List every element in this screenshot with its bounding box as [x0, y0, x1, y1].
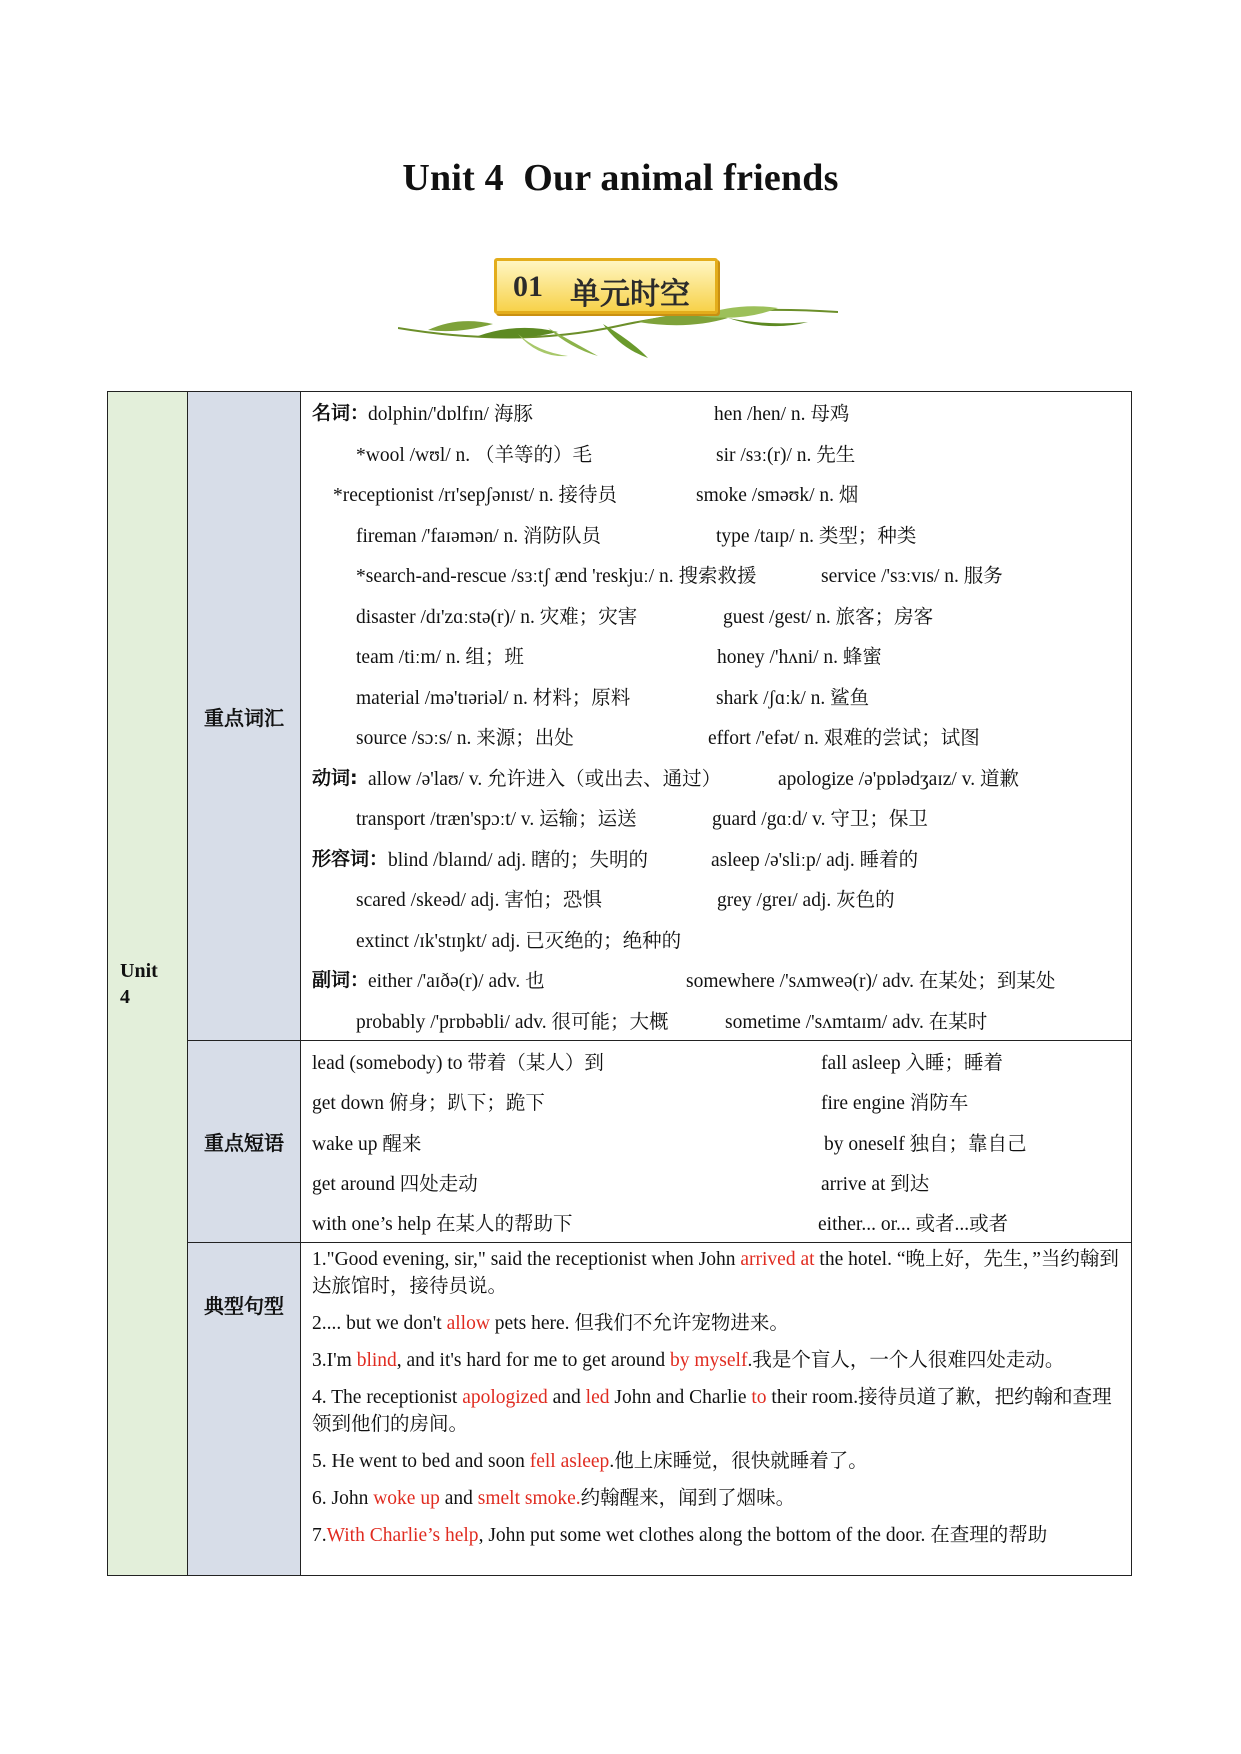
vocab-row [301, 595, 1131, 636]
highlighted-phrase: blind [356, 1350, 397, 1372]
vocab-entry: asleep /ə'sliːp/ adj. 睡着的 [711, 849, 919, 871]
sentence-text: .他上床睡觉，很快就睡着了。 [609, 1451, 868, 1473]
vocab-entry: smoke /sməʊk/ n. 烟 [696, 485, 859, 506]
highlighted-phrase: arrived at [740, 1249, 815, 1271]
vocab-row [301, 838, 1131, 879]
sentence-text: 1."Good evening, sir," said the receptionist when John [312, 1249, 741, 1271]
sentence-text: , and it's hard for me to get around [396, 1350, 670, 1372]
vocab-entry: somewhere /'sʌmweə(r)/ adv. 在某处；到某处 [686, 971, 1056, 992]
phrases-section [108, 1041, 1132, 1243]
example-sentence [312, 1347, 1123, 1374]
vocab-entry: team /tiːm/ n. 组；班 [356, 647, 524, 668]
vocab-section [108, 392, 1132, 1041]
phrase-entry: fire engine 消防车 [821, 1093, 969, 1115]
sentence-text: .我是个盲人，一个人很难四处走动。 [747, 1350, 1065, 1372]
sentence-text: , John put some wet clothes along the bottom of the door. 在查理的帮助 [478, 1525, 1048, 1547]
part-of-speech-label: 副词： [312, 969, 370, 991]
sentences-section [108, 1243, 1132, 1576]
sentence-text: 5. He went to bed and soon [312, 1451, 530, 1473]
vocab-entry: source /sɔːs/ n. 来源；出处 [356, 728, 574, 749]
vocab-entry: effort /'efət/ n. 艰难的尝试；试图 [708, 728, 980, 749]
vocab-entry: guard /gɑːd/ v. 守卫；保卫 [712, 809, 928, 830]
page-title: Unit 4 Our animal friends [402, 157, 839, 199]
phrase-entry: get around 四处走动 [312, 1173, 478, 1195]
vocab-row [301, 919, 1131, 960]
phrases-category-cell [188, 1041, 301, 1243]
vocab-row [301, 1000, 1131, 1041]
sentence-text: 4. The receptionist [312, 1387, 463, 1409]
vocab-row [301, 392, 1131, 433]
badge-number: 01 [513, 270, 543, 303]
phrases-label: 重点短语 [204, 1131, 284, 1156]
vocab-entry: material /mə'tɪəriəl/ n. 材料；原料 [356, 687, 631, 709]
example-sentence [312, 1246, 1123, 1300]
badge-box [494, 258, 718, 314]
phrase-row [301, 1162, 1131, 1202]
vocab-row [301, 757, 1131, 798]
vocab-entry: type /taɪp/ n. 类型；种类 [716, 525, 917, 547]
phrase-entry: wake up 醒来 [312, 1133, 422, 1155]
vocab-entry: scared /skeəd/ adj. 害怕；恐惧 [356, 890, 602, 911]
part-of-speech-label: 形容词： [312, 847, 389, 870]
vocab-entry: allow /ə'laʊ/ v. 允许进入（或出去、通过） [368, 768, 722, 790]
phrase-list [301, 1041, 1131, 1242]
vocab-entry: fireman /'faɪəmən/ n. 消防队员 [356, 525, 602, 547]
vocab-entry: blind /blaɪnd/ adj. 瞎的；失明的 [388, 849, 648, 871]
sentence-text: 6. John [312, 1488, 374, 1510]
phrase-entry: with one’s help 在某人的帮助下 [312, 1214, 573, 1236]
example-sentence [312, 1522, 1123, 1549]
sentence-text: and [439, 1488, 478, 1510]
vocab-category-cell [188, 392, 301, 1041]
phrase-entry: arrive at 到达 [821, 1173, 930, 1195]
sentence-text: the hotel. “晚上好，先生，”当约翰到达旅馆时，接待员说。 [312, 1249, 1119, 1298]
phrase-entry: by oneself 独自；靠自己 [824, 1133, 1027, 1155]
highlighted-phrase: allow [446, 1313, 490, 1335]
vocab-entry: sometime /'sʌmtaɪm/ adv. 在某时 [725, 1011, 988, 1033]
vocab-row [301, 676, 1131, 717]
vocab-row [301, 473, 1131, 514]
highlighted-phrase: woke up [373, 1488, 440, 1510]
sentence-text: 7. [312, 1525, 327, 1547]
vocab-entry: dolphin/'dɒlfɪn/ 海豚 [368, 404, 533, 425]
badge-text: 单元时空 [570, 277, 690, 312]
vocab-row [301, 635, 1131, 676]
vocab-entry: transport /træn'spɔːt/ v. 运输；运送 [356, 809, 637, 830]
unit-label: Unit 4 [120, 959, 158, 1008]
vocab-entry: probably /'prɒbəbli/ adv. 很可能；大概 [356, 1011, 669, 1033]
phrase-row [301, 1081, 1131, 1121]
sentence-text: 约翰醒来，闻到了烟味。 [580, 1488, 796, 1510]
vocab-entry: grey /greɪ/ adj. 灰色的 [717, 890, 895, 911]
vocab-entry: *search-and-rescue /sɜːtʃ ænd 'reskjuː/ n. 搜索救援 [356, 566, 757, 587]
vocab-entry: disaster /dɪ'zɑːstə(r)/ n. 灾难；灾害 [356, 606, 638, 628]
unit-summary-table [107, 391, 1132, 1576]
example-sentence [312, 1384, 1123, 1438]
vocab-entry: sir /sɜː(r)/ n. 先生 [716, 444, 856, 466]
vocab-row [301, 433, 1131, 474]
vocab-label: 重点词汇 [204, 705, 284, 730]
part-of-speech-label: 动词: [312, 766, 358, 789]
highlighted-phrase: With Charlie’s help [326, 1525, 479, 1547]
vocab-row [301, 797, 1131, 838]
phrase-entry: either... or... 或者...或者 [818, 1214, 1009, 1236]
sentence-text: 3.I'm [312, 1350, 357, 1372]
example-sentence [312, 1310, 1123, 1337]
vocab-content-cell [301, 392, 1132, 1041]
vocab-entry: *wool /wʊl/ n. （羊等的）毛 [356, 444, 593, 466]
highlighted-phrase: apologized [462, 1387, 548, 1409]
sentence-text: and [547, 1387, 586, 1409]
sentence-text: John and Charlie [609, 1387, 752, 1409]
sentences-category-cell [188, 1243, 301, 1576]
highlighted-phrase: by myself [669, 1350, 748, 1372]
example-sentence [312, 1448, 1123, 1475]
highlighted-phrase: smelt smoke. [477, 1488, 581, 1510]
phrase-entry: get down 俯身；趴下；跪下 [312, 1093, 545, 1115]
vocab-row [301, 514, 1131, 555]
vocab-entry: extinct /ɪk'stɪŋkt/ adj. 已灭绝的；绝种的 [356, 930, 682, 952]
vocab-row [301, 878, 1131, 919]
vocab-row [301, 554, 1131, 595]
vocab-entry: service /'sɜːvɪs/ n. 服务 [821, 566, 1003, 587]
sentence-text: pets here. 但我们不允许宠物进来。 [489, 1313, 789, 1335]
phrase-row [301, 1041, 1131, 1081]
sentence-text: 2.... but we don't [312, 1313, 447, 1335]
unit-cell [108, 392, 188, 1576]
sentences-label: 典型句型 [204, 1294, 284, 1319]
sentence-text: their room.接待员道了歉，把约翰和查理领到他们的房间。 [312, 1387, 1112, 1436]
phrase-row [301, 1122, 1131, 1162]
vocab-entry: shark /ʃɑːk/ n. 鲨鱼 [716, 687, 870, 709]
highlighted-phrase: led [585, 1387, 610, 1409]
vocab-row [301, 959, 1131, 1000]
highlighted-phrase: to [751, 1387, 767, 1409]
vocab-entry: guest /gest/ n. 旅客；房客 [723, 606, 934, 628]
vocab-list [301, 392, 1131, 1040]
phrase-entry: lead (somebody) to 带着（某人）到 [312, 1053, 604, 1074]
phrase-entry: fall asleep 入睡；睡着 [821, 1053, 1003, 1074]
section-badge [398, 250, 838, 360]
vocab-entry: hen /hen/ n. 母鸡 [714, 404, 850, 425]
phrase-row [301, 1202, 1131, 1242]
vocab-entry: either /'aɪðə(r)/ adv. 也 [368, 971, 545, 992]
vocab-entry: apologize /ə'pɒlədʒaɪz/ v. 道歉 [778, 768, 1019, 790]
example-sentence [312, 1485, 1123, 1512]
phrases-content-cell [301, 1041, 1132, 1243]
part-of-speech-label: 名词： [312, 402, 370, 424]
highlighted-phrase: fell asleep [529, 1451, 610, 1473]
vocab-entry: honey /'hʌni/ n. 蜂蜜 [717, 647, 882, 668]
vocab-entry: *receptionist /rɪ'sepʃənɪst/ n. 接待员 [333, 485, 618, 506]
vocab-row [301, 716, 1131, 757]
sentences-content-cell [301, 1243, 1132, 1576]
sentence-list [301, 1243, 1131, 1575]
